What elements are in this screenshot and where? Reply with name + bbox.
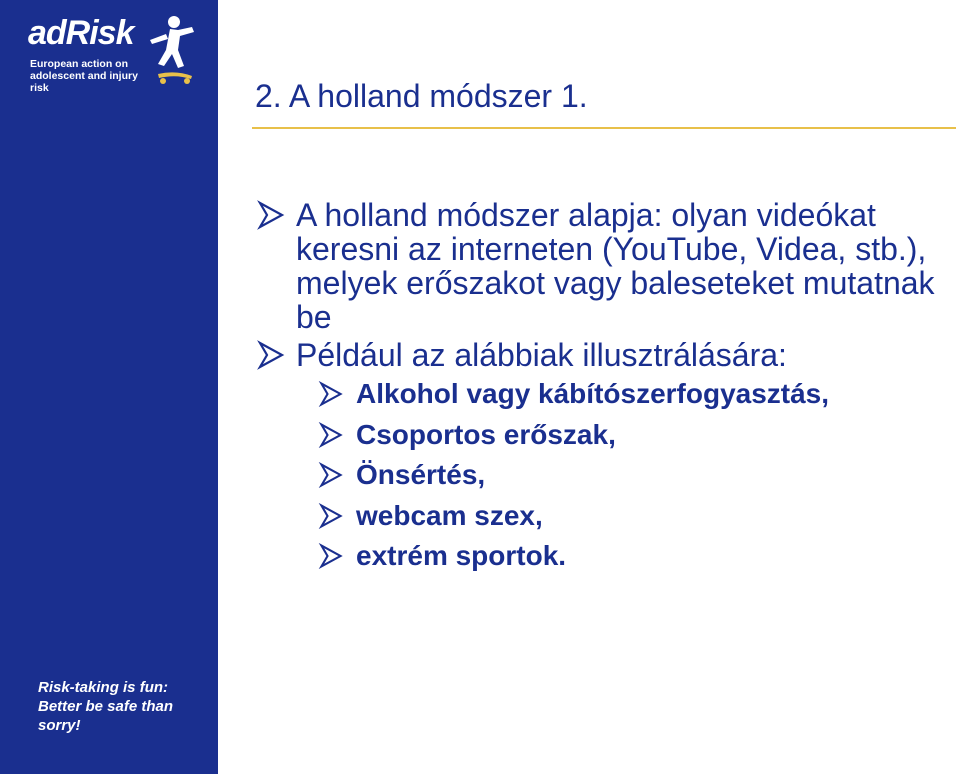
subbullet-item <box>250 415 958 456</box>
subbullet-list <box>250 374 958 577</box>
logo-subtitle-line1: European action on <box>30 58 129 70</box>
subbullet-item <box>250 455 958 496</box>
subbullet-item <box>250 496 958 537</box>
logo-subtitle <box>30 58 150 94</box>
subbullet-text: extrém sportok. <box>356 540 567 571</box>
logo-wordmark: adRisk <box>28 14 134 52</box>
subbullet-item <box>250 536 958 577</box>
slide-content <box>250 198 958 577</box>
subbullet-text: Csoportos erőszak, <box>356 418 616 450</box>
bullet-text: A holland módszer alapja: olyan videókat keresni az interneten (YouTube, Videa, stb.), melyek erőszakot vagy baleseteket mutatnak be <box>296 197 935 335</box>
arrowhead-icon <box>318 503 344 529</box>
adrisk-logo <box>24 14 204 99</box>
sidebar <box>0 0 218 774</box>
arrowhead-icon <box>256 200 286 230</box>
motto-line2: Better be safe than <box>38 698 174 715</box>
bullet-item <box>250 198 958 334</box>
subbullet-text: Önsértés, <box>356 459 486 490</box>
arrowhead-icon <box>256 340 286 370</box>
bullet-item <box>250 338 958 372</box>
subbullet-text: Alkohol vagy kábítószerfogyasztás, <box>356 378 830 409</box>
arrowhead-icon <box>318 381 344 407</box>
slide-title: 2. A holland módszer 1. <box>255 78 588 114</box>
motto-line3: sorry! <box>38 717 81 734</box>
bullet-text: Például az alábbiak illusztrálására: <box>296 337 787 373</box>
arrowhead-icon <box>318 462 344 488</box>
title-divider <box>252 127 956 129</box>
arrowhead-icon <box>318 543 344 569</box>
subbullet-item <box>250 374 958 415</box>
motto-line1: Risk-taking is fun: <box>38 679 169 696</box>
motto <box>38 678 213 735</box>
arrowhead-icon <box>318 422 344 448</box>
logo-subtitle-line2: adolescent and injury risk <box>30 70 138 94</box>
subbullet-text: webcam szex, <box>356 499 543 531</box>
